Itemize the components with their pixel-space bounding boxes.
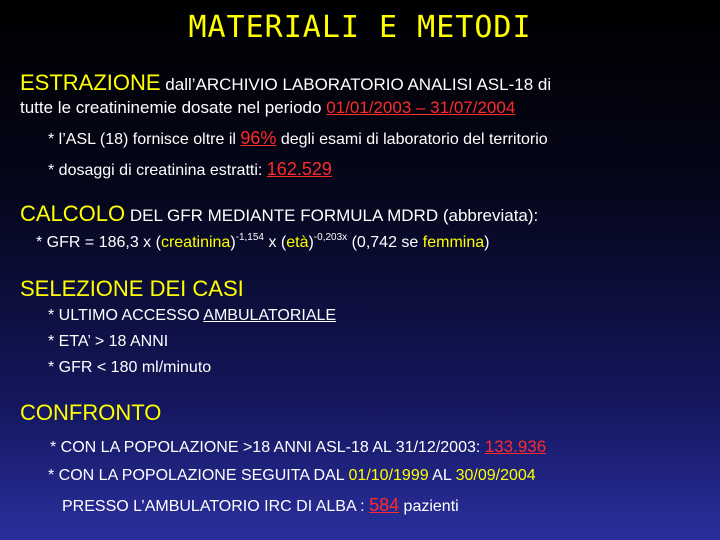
- selezione-bullet-3: * GFR < 180 ml/minuto: [48, 359, 212, 376]
- formula-middle: x (: [264, 234, 287, 251]
- estrazione-count: 162.529: [266, 159, 332, 179]
- formula-prefix: * GFR = 186,3 x (: [36, 234, 161, 251]
- estrazione-line2-text: tutte le creatininemie dosate nel periodo: [20, 98, 327, 117]
- formula-tail-pre: (0,742 se: [347, 234, 423, 251]
- calcolo-heading-rest: DEL GFR MEDIANTE FORMULA MDRD (abbreviata):: [125, 206, 539, 225]
- page-title: MATERIALI E METODI: [188, 10, 532, 45]
- selezione-bullet-1: [48, 307, 336, 325]
- calcolo-heading: CALCOLO: [20, 201, 126, 226]
- confronto-bullet-2-pre: * CON LA POPOLAZIONE SEGUITA DAL: [48, 467, 349, 484]
- confronto-population-count: 133.936: [484, 437, 547, 456]
- selezione-bullet-2: * ETA’ > 18 ANNI: [48, 333, 169, 350]
- confronto-bullet-2-mid: AL: [428, 467, 456, 484]
- estrazione-percentage: 96%: [240, 128, 277, 148]
- estrazione-heading: ESTRAZIONE: [20, 70, 161, 95]
- confronto-date-from: 01/10/1999: [348, 467, 429, 484]
- estrazione-bullet-1-pre: * l’ASL (18) fornisce oltre il: [48, 131, 241, 148]
- formula-femmina: femmina: [422, 234, 485, 251]
- estrazione-line1: [20, 70, 551, 96]
- estrazione-line2: [20, 98, 515, 118]
- formula-close-1: ): [230, 234, 236, 251]
- confronto-heading: CONFRONTO: [20, 400, 162, 425]
- confronto-bullet-1: [50, 437, 546, 457]
- selezione-ambulatoriale: AMBULATORIALE: [203, 307, 337, 324]
- estrazione-bullet-1-post: degli esami di laboratorio del territorio: [276, 131, 548, 148]
- confronto-bullet-3-pre: PRESSO L’AMBULATORIO IRC DI ALBA :: [62, 498, 370, 515]
- formula-creatinina: creatinina: [160, 234, 231, 251]
- confronto-bullet-3-post: pazienti: [399, 498, 459, 515]
- selezione-heading: SELEZIONE DEI CASI: [20, 276, 244, 301]
- estrazione-bullet-1: [48, 128, 548, 149]
- confronto-bullet-1-pre: * CON LA POPOLAZIONE >18 ANNI ASL-18 AL 31/12/2003:: [50, 439, 485, 456]
- confronto-bullet-2: [48, 467, 536, 485]
- formula-exponent-1: -1,154: [235, 232, 264, 243]
- formula-eta: età: [286, 234, 309, 251]
- confronto-date-to: 30/09/2004: [455, 467, 536, 484]
- estrazione-bullet-2: [48, 159, 332, 180]
- formula-exponent-2: -0,203x: [313, 232, 348, 243]
- formula-close-2: ): [308, 234, 314, 251]
- estrazione-line1-text: dall’ARCHIVIO LABORATORIO ANALISI ASL-18 di: [160, 75, 552, 94]
- confronto-bullet-3: [62, 495, 459, 516]
- confronto-patient-count: 584: [369, 495, 400, 515]
- selezione-bullet-1-pre: * ULTIMO ACCESSO: [48, 307, 204, 324]
- estrazione-period: 01/01/2003 – 31/07/2004: [326, 98, 516, 117]
- estrazione-bullet-2-pre: * dosaggi di creatinina estratti:: [48, 162, 267, 179]
- mdrd-formula: [36, 232, 489, 252]
- formula-tail-post: ): [484, 234, 490, 251]
- calcolo-line: [20, 201, 538, 227]
